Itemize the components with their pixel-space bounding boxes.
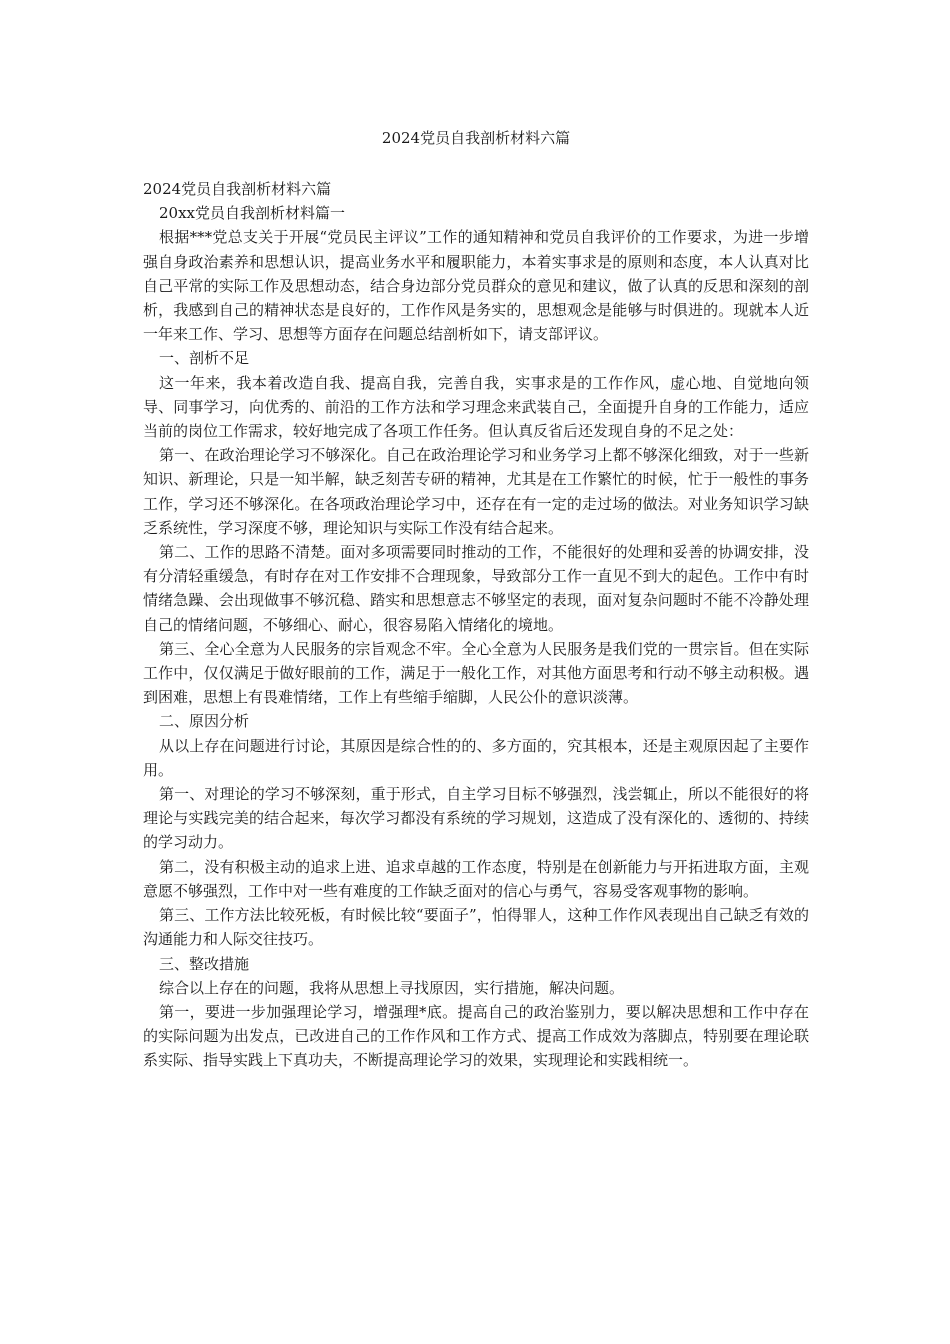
paragraph-cause-3: 第三、工作方法比较死板，有时候比较“要面子”，怕得罪人，这种工作作风表现出自己缺乏有效的沟通能力和人际交往技巧。 xyxy=(143,906,809,949)
paragraph-shortcoming-1: 第一、在政治理论学习不够深化。自己在政治理论学习和业务学习上都不够深化细致，对于一些新知识、新理论，只是一知半解，缺乏刻苦专研的精神，尤其是在工作繁忙的时候，忙于一般性的事务工作，学习还不够深化。在各项政治理论学习中，还存在有一定的走过场的做法。对业务知识学习缺乏系统性，学习深度不够，理论知识与实际工作没有结合起来。 xyxy=(143,446,809,537)
paragraph-shortcoming-3: 第三、全心全意为人民服务的宗旨观念不牢。全心全意为人民服务是我们党的一贯宗旨。但在实际工作中，仅仅满足于做好眼前的工作，满足于一般化工作，对其他方面思考和行动不够主动积极。遇到困难，思想上有畏难情绪，工作上有些缩手缩脚，人民公仆的意识淡薄。 xyxy=(143,639,809,707)
document-body xyxy=(143,177,809,1073)
paragraph-rectification-intro: 综合以上存在的问题，我将从思想上寻找原因，实行措施，解决问题。 xyxy=(159,978,625,997)
paragraph-cause-intro: 从以上存在问题进行讨论，其原因是综合性的的、多方面的，究其根本，还是主观原因起了主要作用。 xyxy=(143,736,809,779)
paragraph-doc-heading: 2024党员自我剖析材料六篇 xyxy=(143,180,332,198)
heading-cause-analysis: 二、原因分析 xyxy=(159,712,250,731)
heading-shortcomings: 一、剖析不足 xyxy=(159,349,250,368)
paragraph-intro: 根据***党总支关于开展“党员民主评议”工作的通知精神和党员自我评价的工作要求，为进一步增强自身政治素养和思想认识，提高业务水平和履职能力，本着实事求是的原则和态度，本人认真对比自己平常的实际工作及思想动态，结合身边部分党员群众的意见和建议，做了认真的反思和深刻的剖析，我感到自己的精神状态是良好的，工作作风是务实的，思想观念是能够与时俱进的。现就本人近一年来工作、学习、思想等方面存在问题总结剖析如下，请支部评议。 xyxy=(143,228,809,344)
paragraph-shortcoming-2: 第二、工作的思路不清楚。面对多项需要同时推动的工作，不能很好的处理和妥善的协调安排，没有分清轻重缓急，有时存在对工作安排不合理现象，导致部分工作一直见不到大的起色。工作中有时情绪急躁、会出现做事不够沉稳、踏实和思想意志不够坚定的表现，面对复杂问题时不能不冷静处理自己的情绪问题，不够细心、耐心，很容易陷入情绪化的境地。 xyxy=(143,543,809,634)
paragraph-cause-2: 第二，没有积极主动的追求上进、追求卓越的工作态度，特别是在创新能力与开拓进取方面，主观意愿不够强烈，工作中对一些有难度的工作缺乏面对的信心与勇气，容易受客观事物的影响。 xyxy=(143,857,809,900)
document-title: 2024党员自我剖析材料六篇 xyxy=(381,129,571,147)
paragraph-cause-1: 第一、对理论的学习不够深刻，重于形式，自主学习目标不够强烈，浅尝辄止，所以不能很好的将理论与实践完美的结合起来，每次学习都没有系统的学习规划，这造成了没有深化的、透彻的、持续的学习动力。 xyxy=(143,785,809,852)
paragraph-shortcomings-intro: 这一年来，我本着改造自我、提高自我，完善自我，实事求是的工作作风，虚心地、自觉地向领导、同事学习，向优秀的、前沿的工作方法和学习理念来武装自己，全面提升自身的工作能力，适应当前的岗位工作需求，较好地完成了各项工作任务。但认真反省后还发现自身的不足之处： xyxy=(143,373,809,441)
paragraph-rectification-1: 第一，要进一步加强理论学习，增强理*底。提高自己的政治鉴别力，要以解决思想和工作中存在的实际问题为出发点，已改进自己的工作作风和工作方式、提高工作成效为落脚点，特别要在理论联系实际、指导实践上下真功夫，不断提高理论学习的效果，实现理论和实践相统一。 xyxy=(143,1002,809,1070)
paragraph-section-heading: 20xx党员自我剖析材料篇一 xyxy=(159,204,346,223)
heading-rectification: 三、整改措施 xyxy=(159,954,250,973)
